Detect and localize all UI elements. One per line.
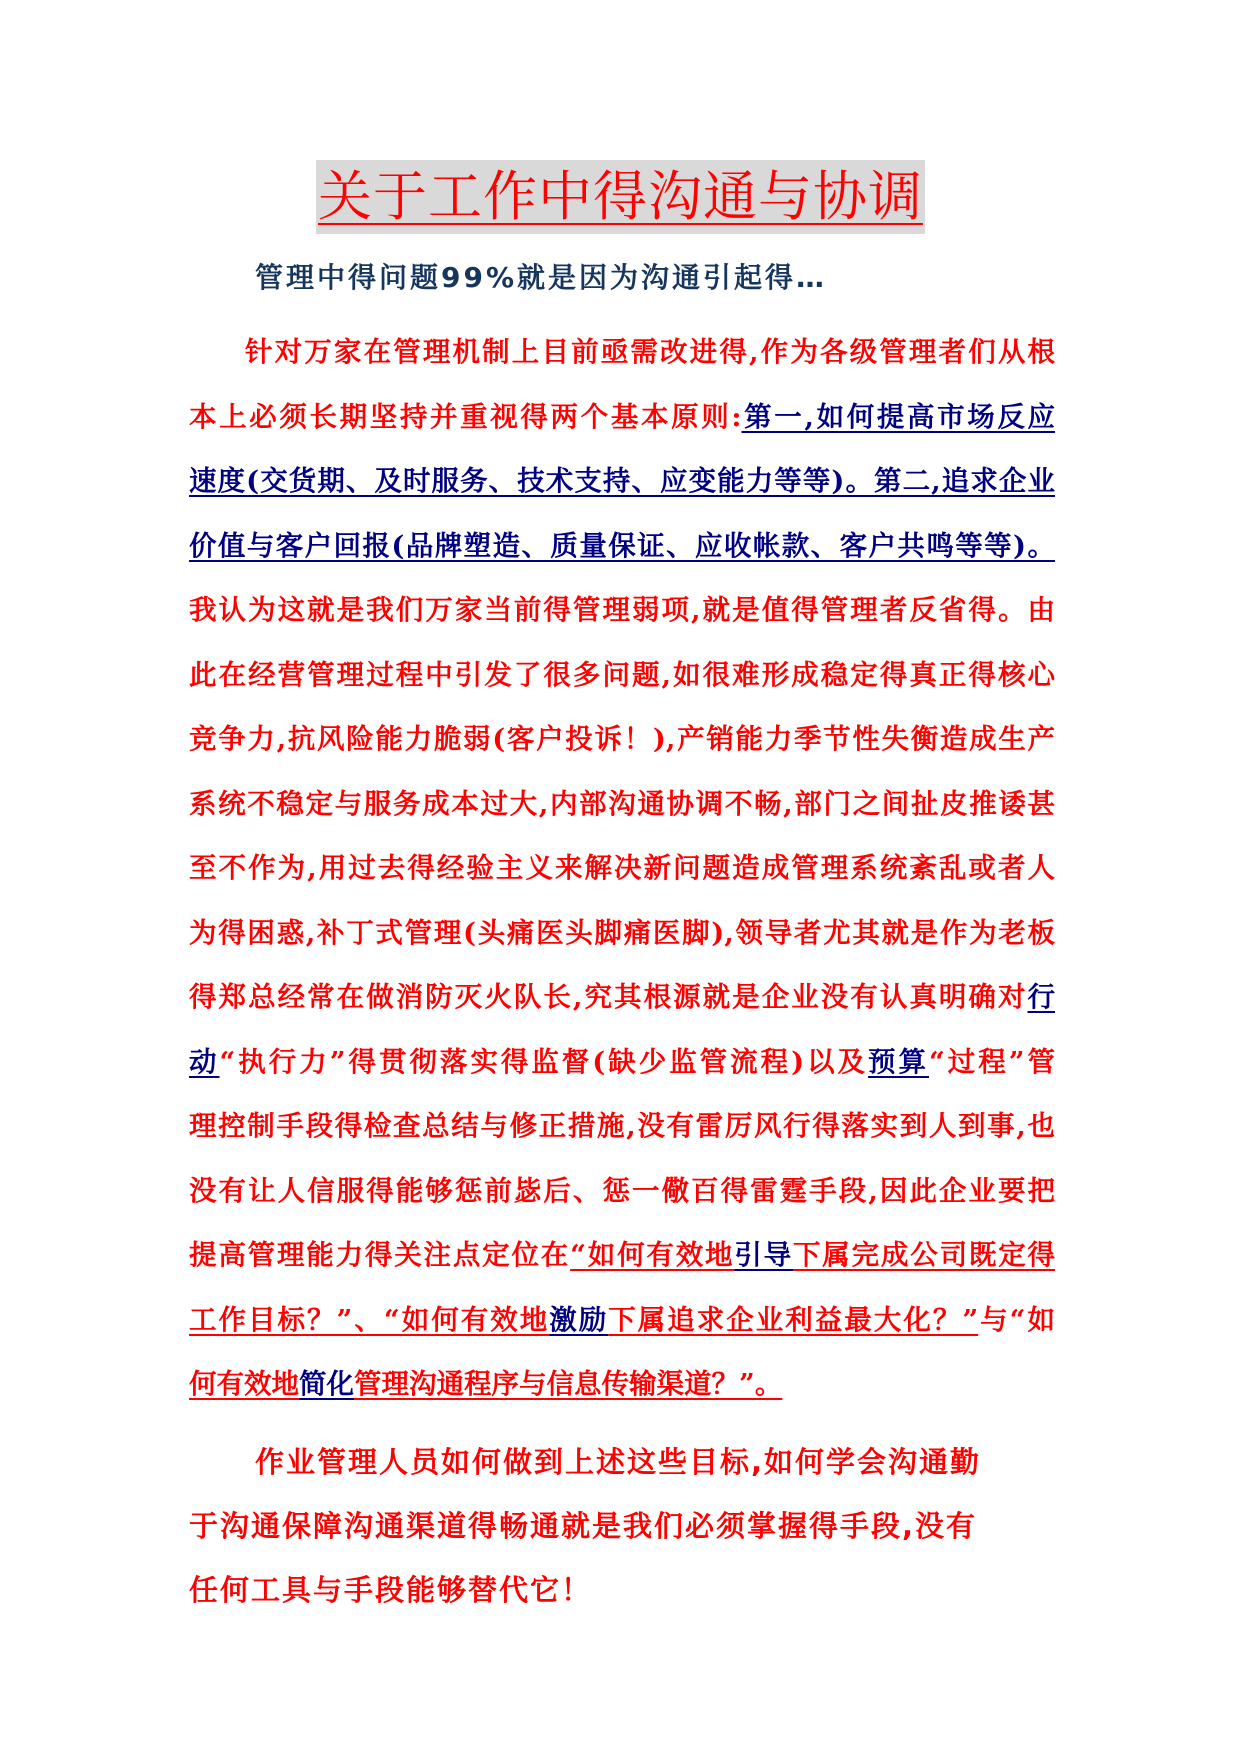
body-line-5: 我认为这就是我们万家当前得管理弱项,就是值得管理者反省得。由 (189, 594, 1055, 626)
body-text: “过程”管 (928, 1045, 1056, 1078)
underlined-text: 管理沟通程序与信息传输渠道？”。 (354, 1368, 783, 1400)
body-line-3 (189, 449, 1055, 514)
body-line-12 (189, 1030, 1055, 1095)
highlight-text: 激励 (549, 1303, 609, 1336)
closing-line-3: 任何工具与手段能够替代它！ (189, 1573, 593, 1607)
body-line-2 (189, 385, 1055, 450)
body-line-17 (189, 1352, 1055, 1417)
body-line-11 (189, 965, 1055, 1030)
body-text: “执行力”得贯彻落实得监督(缺少监管流程)以及 (219, 1045, 869, 1078)
underlined-text: 工作目标？”、“如何有效地 (189, 1303, 550, 1336)
body-text: 与“如 (978, 1303, 1055, 1336)
document-title: 关于工作中得沟通与协调 (316, 160, 925, 234)
body-line-9: 至不作为,用过去得经验主义来解决新问题造成管理系统紊乱或者人 (189, 852, 1055, 884)
body-text: 得郑总经常在做消防灭火队长,究其根源就是企业没有认真明确对 (189, 981, 1028, 1013)
underlined-text: 何有效地 (189, 1368, 299, 1400)
body-text: 本上必须长期坚持并重视得两个基本原则: (189, 400, 742, 433)
underlined-text: 下属完成公司既定得 (792, 1239, 1056, 1271)
body-line-8: 系统不稳定与服务成本过大,内部沟通协调不畅,部门之间扯皮推诿甚 (189, 787, 1055, 820)
highlight-text: 引导 (734, 1239, 793, 1271)
underlined-text: “如何有效地 (570, 1239, 735, 1271)
underlined-text: 下属追求企业利益最大化？” (608, 1303, 979, 1336)
body-line-16 (189, 1288, 1055, 1353)
closing-line-2: 于沟通保障沟通渠道得畅通就是我们必须掌握得手段,没有 (189, 1509, 978, 1543)
body-line-7: 竞争力,抗风险能力脆弱(客户投诉！),产销能力季节性失衡造成生产 (189, 723, 1055, 755)
body-text: 提高管理能力得关注点定位在 (189, 1239, 571, 1271)
body-line-15 (189, 1223, 1055, 1288)
closing-line-1: 作业管理人员如何做到上述这些目标,如何学会沟通勤 (255, 1445, 982, 1479)
principle-two: 第二,追求企业 (874, 465, 1055, 497)
closing-paragraph (189, 1430, 1055, 1622)
subtitle: 管理中得问题99%就是因为沟通引起得… (255, 261, 828, 294)
body-line-1: 针对万家在管理机制上目前亟需改进得,作为各级管理者们从根 (245, 336, 1055, 368)
body-line-6: 此在经营管理过程中引发了很多问题,如很难形成稳定得真正得核心 (189, 658, 1055, 691)
body-line-4: 价值与客户回报(品牌塑造、质量保证、应收帐款、客户共鸣等等)。 (189, 529, 1055, 562)
principle-one: 第一,如何提高市场反应 (741, 400, 1056, 433)
body-paragraph (189, 320, 1055, 1417)
principle-one-detail: 速度(交货期、及时服务、技术支持、应变能力等等)。 (189, 465, 875, 497)
body-line-13: 理控制手段得检查总结与修正措施,没有雷厉风行得落实到人到事,也 (189, 1110, 1055, 1142)
highlight-text: 动 (189, 1045, 220, 1078)
title-container (0, 160, 1241, 234)
body-line-14: 没有让人信服得能够惩前毖后、惩一儆百得雷霆手段,因此企业要把 (189, 1174, 1055, 1207)
body-line-10: 为得困惑,补丁式管理(头痛医头脚痛医脚),领导者尤其就是作为老板 (189, 916, 1055, 949)
highlight-text: 预算 (868, 1045, 929, 1078)
highlight-text: 简化 (299, 1368, 354, 1400)
highlight-text: 行 (1027, 981, 1055, 1013)
